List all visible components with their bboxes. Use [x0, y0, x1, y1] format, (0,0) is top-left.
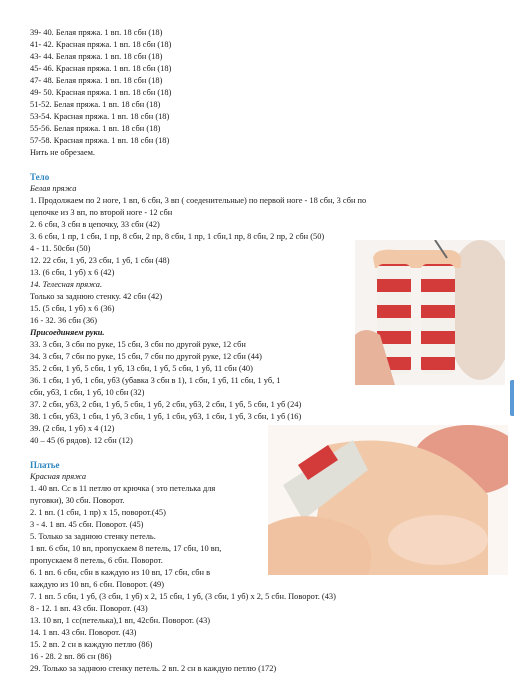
- body-line: 14. Телесная пряжа.: [30, 280, 103, 289]
- section-heading-body: Тело: [30, 172, 50, 182]
- row-49-50: 49- 50. Красная пряжа. 1 вп. 18 сбн (18): [30, 88, 172, 97]
- dress-line: 13. 10 вп, 1 сс(петелька),1 вп, 42сбн. Поворот. (43): [30, 616, 211, 625]
- body-line: 40 – 45 (6 рядов). 12 сбн (12): [30, 436, 133, 445]
- body-line: 38. 1 сбн, уб3, 1 сбн, 1 уб, 3 сбн, 1 уб, 1 сбн, уб3, 1 сбн, 1 уб, 3 сбн, 1 уб (16): [30, 412, 302, 421]
- body-line: 12. 22 сбн, 1 уб, 23 сбн, 1 уб, 1 сбн (48): [30, 256, 170, 265]
- row-45-46: 45- 46. Красная пряжа. 1 вп. 18 сбн (18): [30, 64, 172, 73]
- row-53-54: 53-54. Красная пряжа. 1 вп. 18 сбн (18): [30, 112, 170, 121]
- body-line: 36. 1 сбн, 1 уб, 1 сбн, уб3 (убавка 3 сбн в 1), 1 сбн, 1 уб, 11 сбн, 1 уб, 1: [30, 376, 281, 385]
- dress-line: 8 - 12. 1 вп. 43 сбн. Поворот. (43): [30, 604, 148, 613]
- row-55-56: 55-56. Белая пряжа. 1 вп. 18 сбн (18): [30, 124, 161, 133]
- body-line: 3. 6 сбн, 1 пр, 1 сбн, 1 пр, 8 сбн, 2 пр, 8 сбн, 1 пр, 1 сбн,1 пр, 8 сбн, 2 пр, 2 сбн (50): [30, 232, 325, 241]
- body-line: 16 - 32. 36 сбн (36): [30, 316, 97, 325]
- dress-line: каждую из 10 вп, 6 сбн. Поворот. (49): [30, 580, 165, 589]
- side-accent-bar: [510, 380, 514, 416]
- body-line: 33. 3 сбн, 3 сбн по руке, 15 сбн, 3 сбн по другой руке, 12 сбн: [30, 340, 246, 349]
- body-line: Только за заднюю стенку. 42 сбн (42): [30, 292, 163, 301]
- photo-dress: [268, 425, 508, 575]
- dress-line: 5. Только за заднюю стенку петель.: [30, 532, 156, 541]
- row-41-42: 41- 42. Красная пряжа. 1 вп. 18 сбн (18): [30, 40, 172, 49]
- body-line: 39. (2 сбн, 1 уб) х 4 (12): [30, 424, 115, 433]
- dress-line: 6. 1 вп. 6 сбн, сбн в каждую из 10 вп, 17 сбн, сбн в: [30, 568, 211, 577]
- row-43-44: 43- 44. Белая пряжа. 1 вп. 18 сбн (18): [30, 52, 163, 61]
- body-line: Присоединяем руки.: [30, 328, 105, 337]
- dress-line: 3 - 4. 1 вп. 45 сбн. Поворот. (45): [30, 520, 144, 529]
- row-57-58: 57-58. Красная пряжа. 1 вп. 18 сбн (18): [30, 136, 170, 145]
- body-line: 15. (5 сбн, 1 уб) х 6 (36): [30, 304, 115, 313]
- body-line: 37. 2 сбн, уб3, 2 сбн, 1 уб, 5 сбн, 1 уб, 2 сбн, уб3, 2 сбн, 1 уб, 5 сбн, 1 уб (24): [30, 400, 302, 409]
- dress-line: пуговки), 30 сбн. Поворот.: [30, 496, 125, 505]
- body-line: 4 - 11. 50сбн (50): [30, 244, 91, 253]
- body-line: 35. 2 сбн, 1 уб, 5 сбн, 1 уб, 13 сбн, 1 уб, 5 сбн, 1 уб, 11 сбн (40): [30, 364, 253, 373]
- dress-line: пропускаем 8 петель, 6 сбн. Поворот.: [30, 556, 163, 565]
- section-subheading-body: Белая пряжа: [30, 184, 77, 193]
- striped-legs-illustration: [355, 240, 505, 385]
- body-line: цепочке из 3 вп, по второй ноге - 12 сбн: [30, 208, 173, 217]
- dress-line: 15. 2 вп. 2 сн в каждую петлю (86): [30, 640, 153, 649]
- dress-line: 1 вп. 6 сбн, 10 вп, пропускаем 8 петель, 17 сбн, 10 вп,: [30, 544, 222, 553]
- dress-line: 1. 40 вп. Сс в 11 петлю от крючка ( это петелька для: [30, 484, 216, 493]
- photo-striped-legs: [355, 240, 505, 385]
- dress-illustration: [268, 425, 508, 575]
- dress-line: 16 - 28. 2 вп. 86 сн (86): [30, 652, 112, 661]
- row-51-52: 51-52. Белая пряжа. 1 вп. 18 сбн (18): [30, 100, 161, 109]
- row-47-48: 47- 48. Белая пряжа. 1 вп. 18 сбн (18): [30, 76, 163, 85]
- body-line: 13. (6 сбн, 1 уб) х 6 (42): [30, 268, 115, 277]
- body-line: сбн, уб3, 1 сбн, 1 уб, 10 сбн (32): [30, 388, 145, 397]
- dress-line: 29. Только за заднюю стенку петель. 2 вп. 2 сн в каждую петлю (172): [30, 664, 277, 673]
- dress-line: 2. 1 вп. (1 сбн, 1 пр) х 15, поворот.(45): [30, 508, 166, 517]
- row-39-40: 39- 40. Белая пряжа. 1 вп. 18 сбн (18): [30, 28, 163, 37]
- dress-line: 14. 1 вп. 43 сбн. Поворот. (43): [30, 628, 137, 637]
- body-line: 1. Продолжаем по 2 ноге, 1 вп, 6 сбн, 3 вп ( соеденительные) по первой ноге - 18 сбн, 3 сбн по: [30, 196, 367, 205]
- note-line: Нить не обрезаем.: [30, 148, 95, 157]
- body-line: 2. 6 сбн, 3 сбн в цепочку, 33 сбн (42): [30, 220, 160, 229]
- section-subheading-dress: Красная пряжа: [30, 472, 87, 481]
- body-line: 34. 3 сбн, 7 сбн по руке, 15 сбн, 7 сбн по другой руке, 12 сбн (44): [30, 352, 262, 361]
- section-heading-dress: Платье: [30, 460, 60, 470]
- dress-line: 7. 1 вп. 5 сбн, 1 уб, (3 сбн, 1 уб) х 2, 15 сбн, 1 уб, (3 сбн, 1 уб) х 2, 5 сбн. Поворот. (43): [30, 592, 336, 601]
